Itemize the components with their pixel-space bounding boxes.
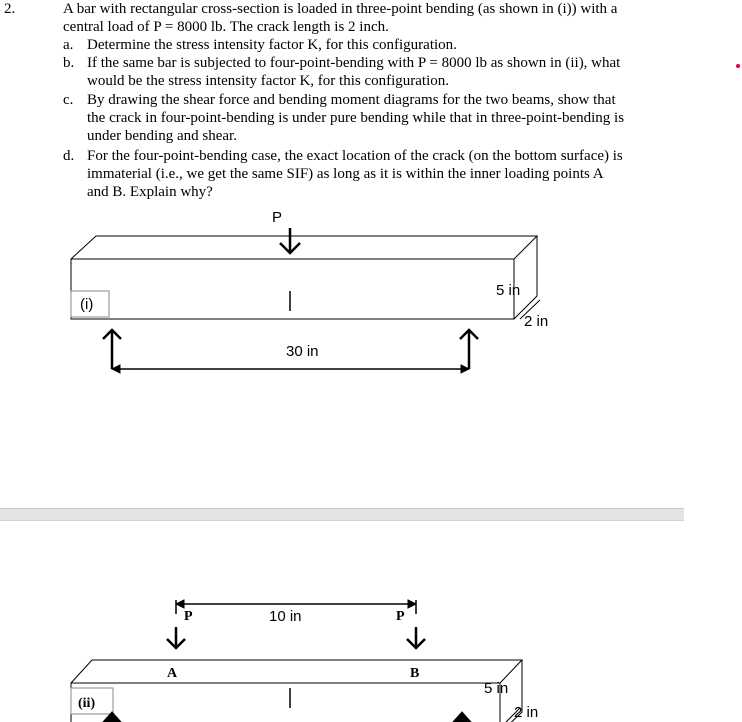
beam-2-front-face [71, 683, 500, 722]
load-left-label: P [184, 609, 193, 624]
height-1-label: 5 in [496, 282, 521, 299]
spacing-label: 10 in [269, 608, 302, 625]
depth-1-label: 2 in [524, 313, 549, 330]
part-a-line-1: Determine the stress intensity factor K, for this configuration. [87, 37, 457, 53]
part-d-label: d. [63, 148, 75, 164]
part-c-line-2: the crack in four-point-bending is under pure bending while that in three-point-bending is [87, 110, 625, 126]
span-1-label: 30 in [286, 343, 319, 360]
point-a-label: A [167, 666, 178, 681]
load-1-label: P [272, 209, 283, 226]
part-a-label: a. [63, 37, 74, 53]
intro-line-2: central load of P = 8000 lb. The crack length is 2 inch. [63, 19, 389, 35]
part-c-label: c. [63, 92, 74, 108]
depth-2-label: 2 in [514, 704, 539, 721]
part-b-label: b. [63, 55, 75, 71]
point-b-label: B [410, 666, 420, 681]
height-2-label: 5 in [484, 680, 509, 697]
beam-1-top-face [71, 236, 537, 259]
beam-2-top-face [71, 660, 522, 683]
spacing-dim-left-arrow [176, 600, 184, 608]
spacing-dim-right-arrow [408, 600, 416, 608]
load-right-label: P [396, 609, 405, 624]
support-2-right-head [453, 712, 471, 722]
part-c-line-3: under bending and shear. [87, 128, 237, 144]
part-b-line-2: would be the stress intensity factor K, for this configuration. [87, 73, 450, 89]
part-d-line-1: For the four-point-bending case, the exact location of the crack (on the bottom surface) is [87, 148, 623, 164]
diagram-2-label: (ii) [78, 696, 96, 711]
part-d-line-3: and B. Explain why? [87, 184, 213, 200]
intro-line-1: A bar with rectangular cross-section is loaded in three-point bending (as shown in (i)) with a [63, 1, 618, 17]
question-number: 2. [4, 1, 16, 17]
diagram-1-label: (i) [80, 296, 94, 313]
beam-1-front-face [71, 259, 514, 319]
part-d-line-2: immaterial (i.e., we get the same SIF) as long as it is within the inner loading points A [87, 166, 604, 182]
part-b-line-1: If the same bar is subjected to four-point-bending with P = 8000 lb as shown in (ii), what [87, 55, 621, 71]
part-c-line-1: By drawing the shear force and bending moment diagrams for the two beams, show that [87, 92, 616, 108]
